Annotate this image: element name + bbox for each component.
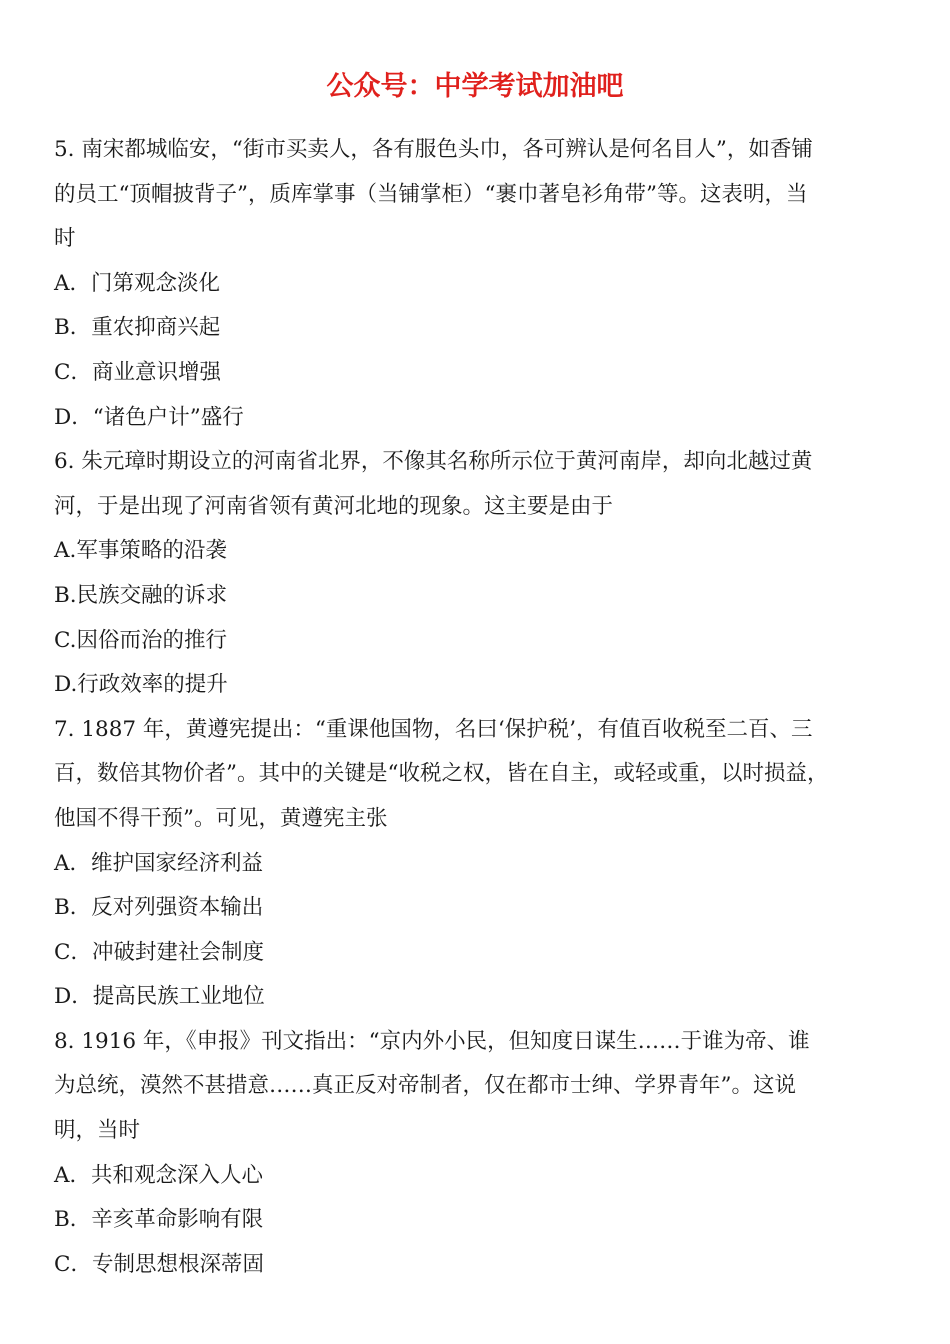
question-stem-line: 8. 1916 年，《申报》刊文指出：“京内外小民，但知度日谋生……于谁为帝、谁 [54, 1028, 810, 1054]
option-c: C.因俗而治的推行 [54, 627, 228, 653]
question-stem-line: 5. 南宋都城临安，“街市买卖人，各有服色头巾，各可辨认是何名目人”，如香铺 [54, 137, 813, 162]
question-stem-line: 时 [54, 226, 76, 252]
option-a: A．共和观念深入人心 [54, 1162, 264, 1188]
option-c: C．冲破封建社会制度 [54, 939, 264, 965]
option-d: D．提高民族工业地位 [54, 984, 265, 1010]
question-stem-line: 的员工“顶帽披背子”，质库掌事（当铺掌柜）“裹巾著皂衫角带”等。这表明，当 [54, 181, 808, 207]
option-d: D.行政效率的提升 [54, 672, 228, 698]
question-stem-line: 他国不得干预”。可见，黄遵宪主张 [54, 805, 388, 831]
question-6 [54, 440, 854, 708]
option-c: C．专制思想根深蒂固 [54, 1251, 264, 1277]
question-stem-line: 河，于是出现了河南省领有黄河北地的现象。这主要是由于 [54, 493, 614, 519]
question-stem-line: 7. 1887 年，黄遵宪提出：“重课他国物，名曰‘保护税’，有值百收税至二百、三 [54, 716, 813, 742]
question-stem-line: 明，当时 [54, 1118, 141, 1144]
question-stem-line: 6. 朱元璋时期设立的河南省北界，不像其名称所示位于黄河南岸，却向北越过黄 [54, 449, 813, 475]
option-a: A．维护国家经济利益 [54, 850, 264, 876]
page-header-title: 公众号：中学考试加油吧 [326, 71, 624, 102]
option-b: B.民族交融的诉求 [54, 582, 228, 608]
question-list [54, 128, 854, 1287]
option-b: B．辛亥革命影响有限 [54, 1207, 264, 1233]
question-stem-line: 为总统，漠然不甚措意……真正反对帝制者，仅在都市士绅、学界青年”。这说 [54, 1073, 796, 1099]
option-a: A．门第观念淡化 [54, 270, 221, 296]
question-8 [54, 1020, 854, 1288]
question-7 [54, 708, 854, 1020]
option-b: B．重农抑商兴起 [54, 315, 221, 341]
option-b: B．反对列强资本输出 [54, 895, 264, 921]
option-c: C．商业意识增强 [54, 359, 221, 385]
question-stem-line: 百，数倍其物价者”。其中的关键是“收税之权，皆在自主，或轻或重，以时损益， [54, 761, 829, 787]
option-a: A.军事策略的沿袭 [54, 538, 227, 564]
option-d: D．“诸色户计”盛行 [54, 404, 244, 430]
question-5 [54, 128, 854, 440]
